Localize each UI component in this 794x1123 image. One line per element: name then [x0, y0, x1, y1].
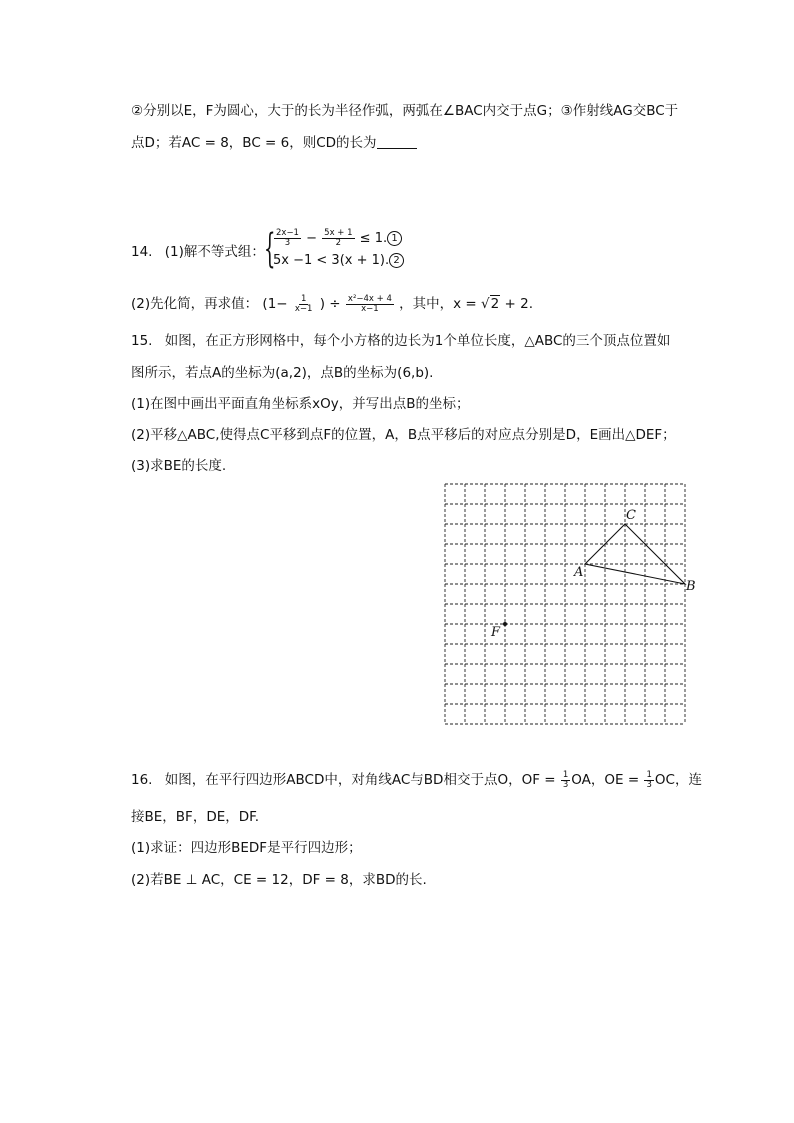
grid-figure — [442, 482, 704, 730]
q16-line-1a: 如图，在平行四边形ABCD中，对角线AC与BD相交于点O，OF = — [164, 772, 556, 788]
q14-part2: (2)先化简，再求值： (1− $\frac{1}{x-1}$ ) ÷ $\frac{\text{x²−4x + 4}}{x-1}$ ，其中，x = √2 + 2. — [131, 293, 534, 314]
p2-frac-2: $\frac{\text{x²−4x + 4}}{x-1}$ — [347, 293, 392, 314]
q16-line-1b: OA，OE = — [571, 772, 640, 788]
q16-line-1 — [131, 770, 702, 790]
sqrt-sign: √ — [481, 296, 490, 312]
q16-frac-2: $\frac{1}{3}$ — [646, 769, 652, 790]
q15-sub-1 — [131, 394, 470, 414]
q15-sub-3 — [131, 456, 226, 476]
q15-line-2 — [131, 363, 433, 383]
answer-blank[interactable] — [377, 134, 417, 149]
q16-sub-2 — [131, 870, 427, 890]
q13-line-2-text: 点D；若AC = 8，BC = 6，则CD的长为 — [131, 135, 377, 151]
q14-part1-label: (1)解不等式组： — [164, 244, 265, 260]
q16-sub-1-text: (1)求证：四边形BEDF是平行四边形； — [131, 840, 362, 856]
inequality-1: $\frac{2x-1}{3}$ − $\frac{5x + 1}{2}$ ≤ 1. 1 — [273, 229, 402, 248]
mark-1: 1 — [387, 231, 402, 246]
q13-line-1 — [131, 101, 678, 121]
q15-sub-2 — [131, 425, 676, 445]
q16-line-2-text: 接BE，BF，DE，DF. — [131, 809, 260, 825]
q15-sub-3-text: (3)求BE的长度. — [131, 458, 227, 474]
system-brace: { — [264, 226, 276, 272]
label-c: C — [626, 508, 636, 523]
label-f: F — [491, 625, 501, 640]
q13-line-1-text: ②分别以E，F为圆心，大于的长为半径作弧，两弧在∠BAC内交于点G；③作射线AG交BC于 — [131, 103, 679, 119]
q16-line-2 — [131, 807, 259, 827]
q15-number: 15. — [131, 333, 153, 349]
q16-frac-1: $\frac{1}{3}$ — [562, 769, 569, 790]
q16-sub-2-text: (2)若BE ⊥ AC，CE = 12，DF = 8，求BD的长. — [131, 872, 427, 888]
q14-part1 — [131, 242, 265, 262]
q15-line-1-text: 如图，在正方形网格中，每个小方格的边长为1个单位长度，△ABC的三个顶点位置如 — [164, 333, 671, 349]
eq1-frac-1: $\frac{2x-1}{3}$ — [276, 228, 299, 248]
triangle-abc — [585, 524, 685, 584]
label-b: B — [686, 579, 696, 594]
eq1-frac-2: $\frac{5x + 1}{2}$ — [324, 228, 353, 248]
mark-2: 2 — [389, 253, 404, 268]
q14-part2-label: (2)先化简，再求值： — [131, 296, 259, 312]
q15-sub-2-text: (2)平移△ABC,使得点C平移到点F的位置，A，B点平移后的对应点分别是D，E画出△DEF； — [131, 427, 676, 443]
q13-line-2 — [131, 133, 417, 153]
p2-frac-1: $\frac{1}{x-1}$ — [294, 293, 313, 314]
q16-sub-1 — [131, 838, 362, 858]
q16-number: 16. — [131, 772, 153, 788]
q14-number: 14. — [131, 244, 153, 260]
q15-line-2-text: 图所示，若点A的坐标为(a,2)，点B的坐标为(6,b). — [131, 365, 434, 381]
inequality-2: 5x −1 < 3(x + 1). 2 — [273, 253, 404, 268]
q16-line-1c: OC，连 — [654, 772, 702, 788]
label-a: A — [574, 565, 584, 580]
q15-sub-1-text: (1)在图中画出平面直角坐标系xOy，并写出点B的坐标； — [131, 396, 470, 412]
point-f-dot — [503, 622, 507, 626]
q15-line-1 — [131, 331, 670, 351]
